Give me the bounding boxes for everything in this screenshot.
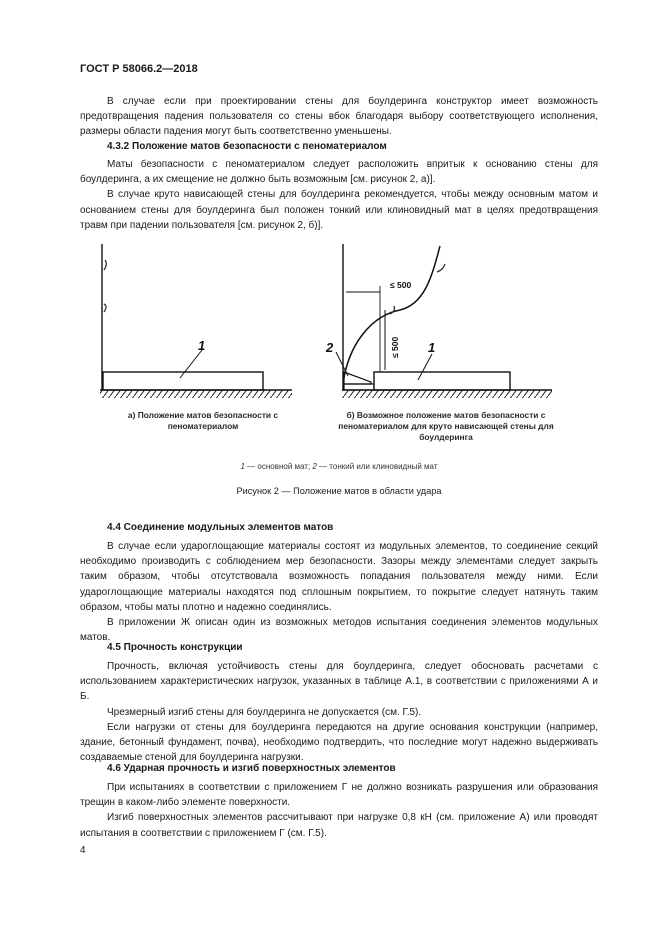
paragraph: В случае круто нависающей стены для боулдеринга рекомендуется, чтобы между основным матом и основанием стены для боулдеринга был положен тонкий или клиновидный мат в целях предотвращения травм при падении пользователя [см. рисунок 2, б)]. [80,189,598,231]
section-4-6-text [80,780,598,841]
paragraph: Маты безопасности с пеноматериалом следует расположить впритык к основанию стены для боулдеринга, а их смещение не должно быть возможным [см. рисунок 2, а)]. [80,159,598,186]
section-4-3-2-text [80,157,598,233]
leader-line [418,354,432,380]
legend-text: — основной мат; [244,462,313,471]
paragraph: Прочность, включая устойчивость стены для боулдеринга, следует обосновать расчетами с использованием характеристических нагрузок, указанных в таблице А.1, в соответствии с приложениями А и Б. [80,661,598,703]
section-heading-4-3-2: 4.3.2 Положение матов безопасности с пеноматериалом [107,141,387,152]
paragraph: В приложении Ж описан один из возможных методов испытания соединения элементов модульных матов. [80,617,598,644]
overhanging-wall [343,246,440,384]
figure-legend [80,462,598,471]
legend-text: — тонкий или клиновидный мат [316,462,438,471]
figure-a [100,244,292,398]
section-heading-4-6: 4.6 Ударная прочность и изгиб поверхностных элементов [107,763,396,774]
section-4-5-text [80,659,598,765]
main-mat [374,372,510,390]
figure-title: Рисунок 2 — Положение матов в области удара [236,486,442,496]
paragraph: В случае если удароглощающие материалы состоят из модульных элементов, то соединение секций необходимо производить с соблюдением мер безопасности. Зазоры между элементами следует закрыть таким образом, чтобы отсутствовала возможность попадания пользователя между ними. Если удароглощающие материалы находятся под сплошным покрытием, то покрытие следует натянуть таким образом, чтобы маты плотно и надежно соединялись. [80,541,598,613]
ground-hatch [100,390,292,398]
legend-number: 1 [240,462,245,471]
ground-hatch [342,390,552,398]
leader-line [336,352,348,376]
section-heading-4-4: 4.4 Соединение модульных элементов матов [107,522,334,533]
paragraph: В случае если при проектировании стены для боулдеринга конструктор имеет возможность предотвращения падения пользователя со стены вбок благодаря выбору соответствующего исполнения, размеры области падения могут быть соответственно уменьшены. [80,96,598,138]
paragraph: При испытаниях в соответствии с приложением Г не должно возникать разрушения или образования трещин в каком-либо элементе поверхности. [80,782,598,809]
caption-a: а) Положение матов безопасности с пеноматериалом [127,410,279,431]
paragraph: Если нагрузки от стены для боулдеринга передаются на другие основания конструкции (например, здание, бетонный фундамент, почва), необходимо подтвердить, что последние могут надежно выдерживать создаваемые стеной для боулдеринга нагрузки. [80,721,598,764]
wedge-mat [344,372,371,384]
legend-number: 2 [312,462,317,471]
label-1: 1 [198,338,206,353]
label-2: 2 [326,340,334,355]
caption-b: б) Возможное положение матов безопасности с пеноматериалом для круто нависающей стены для боулдеринга [338,410,554,442]
section-4-4-text [80,539,598,645]
paragraph: Изгиб поверхностных элементов рассчитывают при нагрузке 0,8 кН (см. приложение А) или проводят испытания в соответствии с приложением Г (см. Г.5). [80,812,598,839]
thin-mat [344,384,374,390]
figure-b [325,244,552,398]
paragraph: Чрезмерный изгиб стены для боулдеринга не допускается (см. Г.5). [107,706,422,718]
hold-marks [104,260,106,312]
document-header: ГОСТ Р 58066.2—2018 [80,63,198,75]
leader-line [180,350,202,378]
section-heading-4-5: 4.5 Прочность конструкции [107,642,243,653]
intro-text [80,94,598,140]
dimension-h-label: ≤ 500 [390,280,412,290]
page-number: 4 [80,845,86,856]
dimension-v-label: ≤ 500 [390,336,400,358]
label-1: 1 [428,340,436,355]
